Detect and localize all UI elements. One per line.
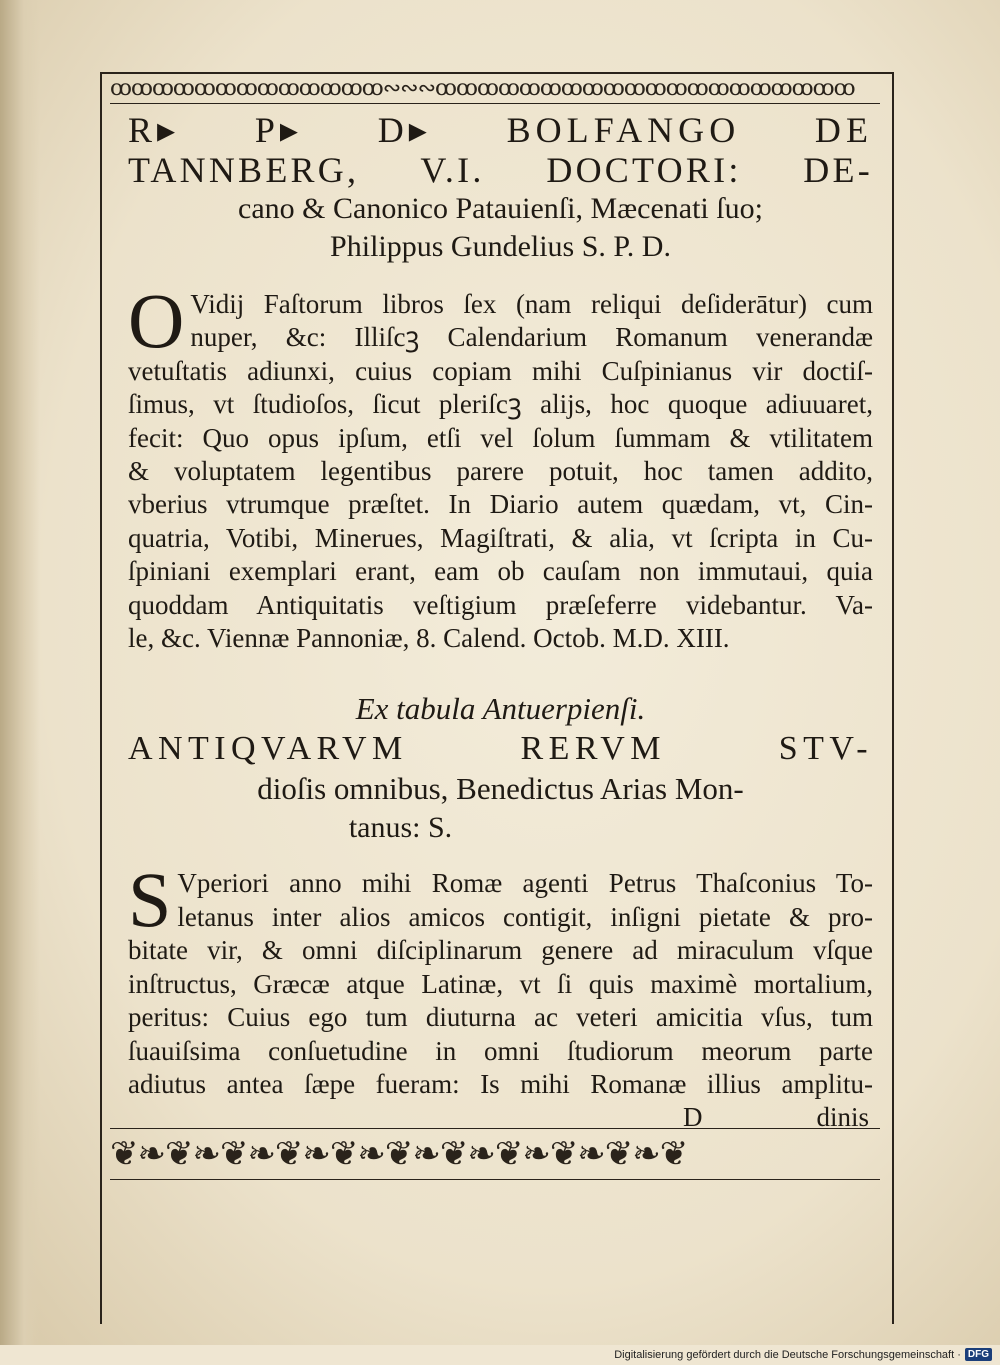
bottom-ornament-border: ❦❧❦❧❦❧❦❧❦❧❦❧❦❧❦❧❦❧❦❧❦ bbox=[110, 1128, 880, 1180]
letter1-line: quatria, Votibi, Minerues, Magiſtrati, & alia, vt ſcripta in Cu- bbox=[128, 522, 873, 553]
dedication-line-3: cano & Canonico Patauienſi, Mæcenati ſuo; bbox=[238, 192, 763, 225]
dedication-heading bbox=[128, 110, 873, 266]
letter2-line: ſuauiſsima conſuetudine in omni ſtudiorum meorum parte bbox=[128, 1035, 873, 1066]
dfg-logo: DFG bbox=[965, 1348, 992, 1361]
source-note: Ex tabula Antuerpienſi. bbox=[355, 691, 646, 727]
letter2-line: adiutus antea ſæpe fueram: Is mihi Romanæ illius amplitu- bbox=[128, 1068, 873, 1099]
letter1-line: le, &c. Viennæ Pannoniæ, 8. Calend. Octob. M.D. XIII. bbox=[128, 623, 730, 654]
binding-gutter bbox=[0, 0, 40, 1345]
letter-1 bbox=[128, 277, 873, 655]
section2-heading-3: tanus: S. bbox=[348, 811, 453, 845]
dropcap-o: O bbox=[128, 277, 185, 364]
page-content bbox=[128, 108, 873, 1135]
letter2-line: letanus inter alios amicos contigit, inſigni pietate & pro- bbox=[177, 901, 873, 932]
letter1-line: & voluptatem legentibus parere potuit, hoc tamen addito, bbox=[128, 456, 873, 487]
letter1-line: vberius vtrumque præſtet. In Diario autem quædam, vt, Cin- bbox=[128, 489, 873, 520]
credit-text: Digitalisierung gefördert durch die Deutsche Forschungsgemeinschaft · bbox=[614, 1348, 961, 1361]
section2-heading-1: ANTIQVARVM RERVM STV- bbox=[128, 730, 873, 768]
letter1-line: ſimus, vt ſtudioſos, ſicut pleriſcꝫ alijs, hoc quoque adiuuaret, bbox=[128, 389, 873, 420]
letter1-line: Vidij Faſtorum libros ſex (nam reliqui deſiderātur) cum bbox=[190, 289, 873, 319]
letter1-line: nuper, &c: Illiſcꝫ Calendarium Romanum venerandæ bbox=[190, 322, 873, 353]
letter-2 bbox=[128, 856, 873, 1101]
catchword: dinis bbox=[816, 1102, 869, 1133]
top-ornament-border: ꝏꝏꝏꝏꝏꝏꝏꝏꝏꝏꝏꝏꝏ∾∾∾ꝏꝏꝏꝏꝏꝏꝏꝏꝏꝏꝏꝏꝏꝏꝏꝏꝏꝏꝏꝏ bbox=[110, 75, 880, 104]
dedication-line-2: TANNBERG, V.I. DOCTORI: DE- bbox=[128, 150, 873, 190]
letter1-line: fecit: Quo opus ipſum, etſi vel ſolum ſummam & vtilitatem bbox=[128, 422, 873, 453]
signature-mark: D bbox=[683, 1102, 703, 1133]
letter1-line: vetuſtatis adiunxi, cuius copiam mihi Cuſpinianus vir doctiſ- bbox=[128, 355, 873, 386]
dedication-line-1: R▸ P▸ D▸ BOLFANGO DE bbox=[128, 110, 873, 150]
letter1-line: quoddam Antiquitatis veſtigium præſeferre videbantur. Va- bbox=[128, 589, 873, 620]
letter1-line: ſpiniani exemplari erant, eam ob cauſam non immutaui, quia bbox=[128, 556, 873, 587]
dedication-line-4: Philippus Gundelius S. P. D. bbox=[330, 230, 671, 263]
letter2-line: peritus: Cuius ego tum diuturna ac veteri amicitia vſus, tum bbox=[128, 1002, 873, 1033]
dropcap-s: S bbox=[128, 856, 172, 944]
digitization-credit bbox=[614, 1348, 992, 1361]
letter2-line: bitate vir, & omni diſciplinarum genere ad miraculum vſque bbox=[128, 935, 873, 966]
section2-heading-2: dioſis omnibus, Benedictus Arias Mon- bbox=[257, 771, 744, 807]
letter2-line: inſtructus, Græcæ atque Latinæ, vt ſi quis maximè mortalium, bbox=[128, 968, 873, 999]
letter2-line: Vperiori anno mihi Romæ agenti Petrus Thaſconius To- bbox=[177, 868, 873, 899]
section-2-heading bbox=[128, 689, 873, 847]
